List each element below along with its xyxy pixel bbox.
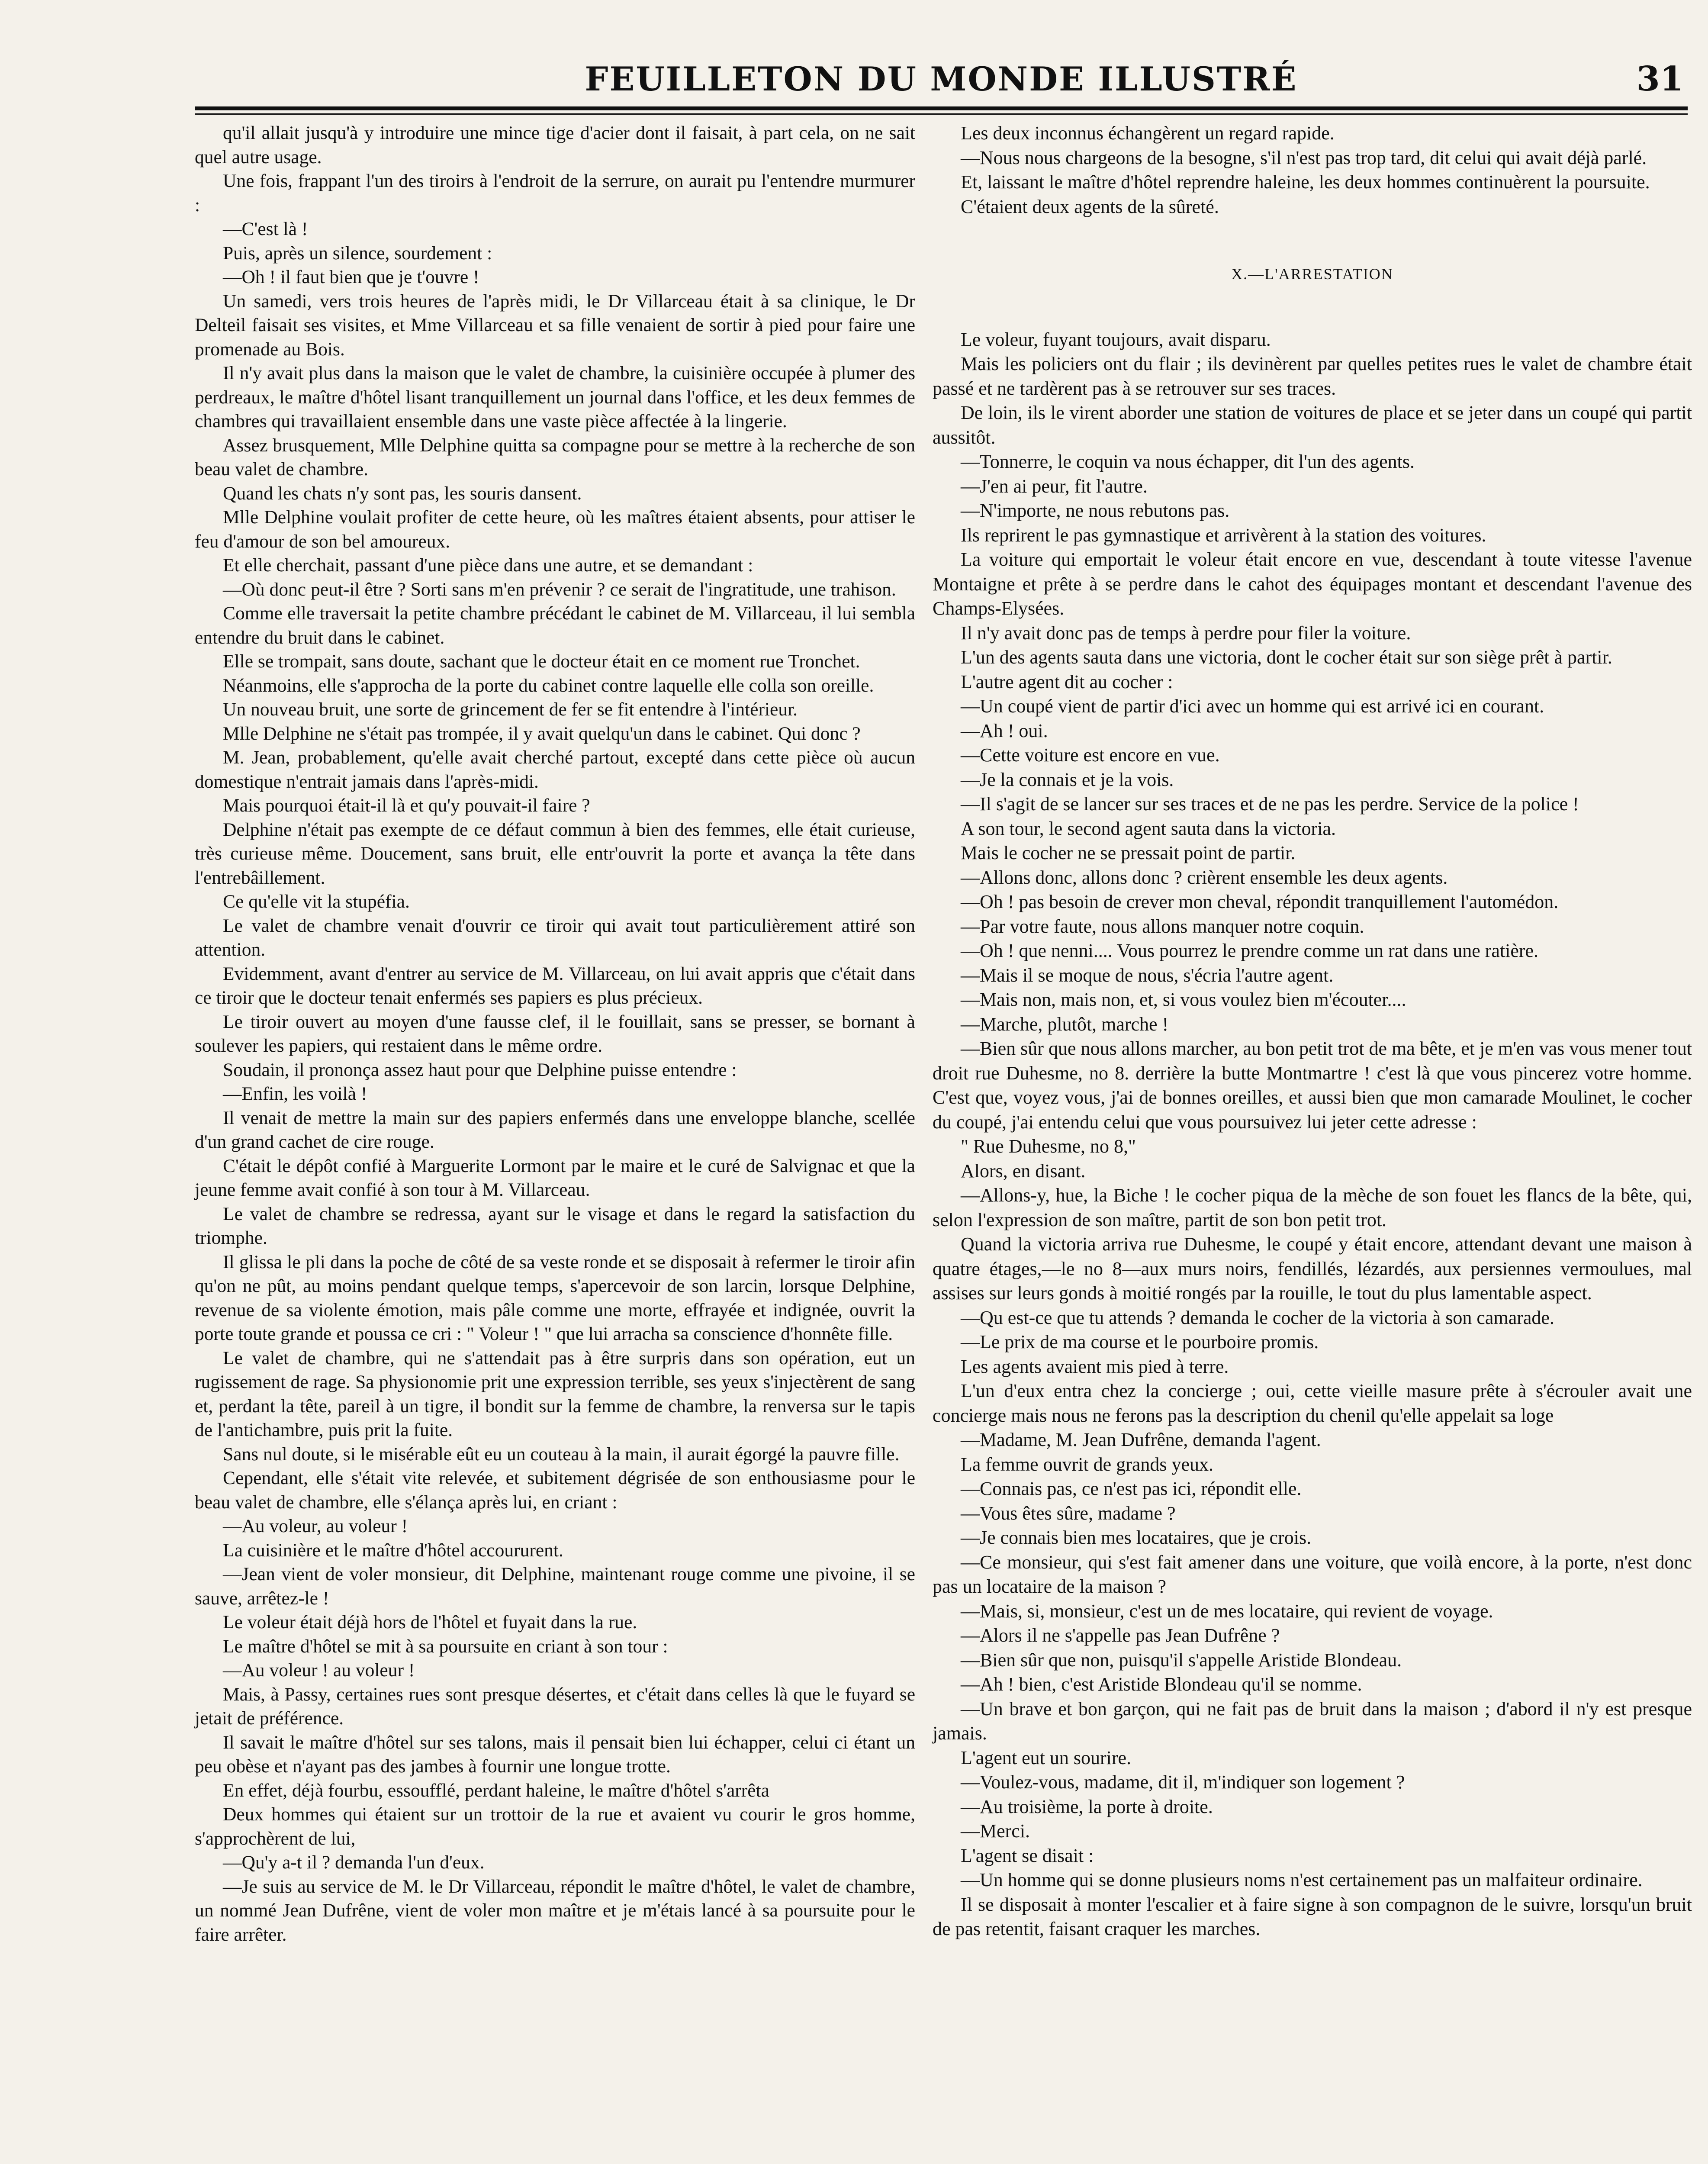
paragraph: Comme elle traversait la petite chambre précédant le cabinet de M. Villarceau, il lui sembla entendre du bruit dans le cabinet. <box>195 603 915 648</box>
paragraph: —Oh ! il faut bien que je t'ouvre ! <box>223 267 479 287</box>
paragraph: —Un coupé vient de partir d'ici avec un homme qui est arrivé ici en courant. <box>961 696 1544 717</box>
paragraph: —Vous êtes sûre, madame ? <box>961 1502 1176 1524</box>
paragraph: Les deux inconnus échangèrent un regard rapide. <box>961 122 1335 144</box>
right-column <box>933 121 1692 2164</box>
paragraph: —Nous nous chargeons de la besogne, s'il n'est pas trop tard, dit celui qui avait déjà parlé. <box>961 147 1647 168</box>
paragraph: —J'en ai peur, fit l'autre. <box>961 475 1148 497</box>
paragraph: Le valet de chambre venait d'ouvrir ce tiroir qui avait tout particulièrement attiré son attention. <box>195 915 915 960</box>
paragraph: Mlle Delphine ne s'était pas trompée, il y avait quelqu'un dans le cabinet. Qui donc ? <box>223 723 861 744</box>
paragraph: —Merci. <box>961 1820 1030 1842</box>
header-rule-thick <box>195 106 1688 110</box>
paragraph: Deux hommes qui étaient sur un trottoir de la rue et avaient vu courir le gros homme, s'approchèrent de lui, <box>195 1804 915 1849</box>
header-rule-thin <box>195 113 1688 115</box>
paragraph: —Oh ! que nenni.... Vous pourrez le prendre comme un rat dans une ratière. <box>961 940 1539 961</box>
paragraph: qu'il allait jusqu'à y introduire une mince tige d'acier dont il faisait, à part cela, on ne sait quel autre usage. <box>195 122 915 167</box>
paragraph: M. Jean, probablement, qu'elle avait cherché partout, excepté dans cette pièce où aucun domestique n'entrait jamais dans l'après-midi. <box>195 747 915 792</box>
paragraph: L'agent se disait : <box>961 1845 1094 1866</box>
paragraph: Le maître d'hôtel se mit à sa poursuite en criant à son tour : <box>223 1636 668 1657</box>
paragraph: Il venait de mettre la main sur des papiers enfermés dans une enveloppe blanche, scellée d'un grand cachet de cire rouge. <box>195 1107 915 1152</box>
paragraph: C'était le dépôt confié à Marguerite Lormont par le maire et le curé de Salvignac et que la jeune femme avait confié à son tour à M. Villarceau. <box>195 1155 915 1200</box>
section-heading: X.—L'ARRESTATION <box>1231 265 1393 283</box>
paragraph: Mais le cocher ne se pressait point de partir. <box>961 842 1296 863</box>
paragraph: Assez brusquement, Mlle Delphine quitta sa compagne pour se mettre à la recherche de son beau valet de chambre. <box>195 435 915 480</box>
left-column <box>195 121 915 2164</box>
paragraph: A son tour, le second agent sauta dans la victoria. <box>961 818 1336 839</box>
paragraph: —Allons donc, allons donc ? crièrent ensemble les deux agents. <box>961 866 1448 888</box>
paragraph: —Cette voiture est encore en vue. <box>961 744 1220 766</box>
paragraph: Cependant, elle s'était vite relevée, et subitement dégrisée de son enthousiasme pour le beau valet de chambre, elle s'élança après lui, en criant : <box>195 1468 915 1513</box>
paragraph: Il se disposait à monter l'escalier et à faire signe à son compagnon de le suivre, lorsqu'un bruit de pas retentit, faisant craquer les marches. <box>933 1894 1692 1939</box>
paragraph: —Tonnerre, le coquin va nous échapper, dit l'un des agents. <box>961 451 1415 472</box>
paragraph: Et, laissant le maître d'hôtel reprendre haleine, les deux hommes continuèrent la poursuite. <box>961 171 1650 193</box>
paragraph: Mais les policiers ont du flair ; ils devinèrent par quelles petites rues le valet de chambre était passé et ne tardèrent pas à se retrouver sur ses traces. <box>933 353 1692 399</box>
header-title: FEUILLETON DU MONDE ILLUSTRÉ <box>585 60 1298 98</box>
paragraph: —Mais, si, monsieur, c'est un de mes locataire, qui revient de voyage. <box>961 1600 1493 1622</box>
paragraph: Mais, à Passy, certaines rues sont presque désertes, et c'était dans celles là que le fuyard se jetait de préférence. <box>195 1684 915 1729</box>
paragraph: Le voleur, fuyant toujours, avait disparu. <box>961 328 1271 350</box>
paragraph: En effet, déjà fourbu, essoufflé, perdant haleine, le maître d'hôtel s'arrêta <box>223 1780 769 1801</box>
paragraph: Ils reprirent le pas gymnastique et arrivèrent à la station des voitures. <box>961 524 1486 546</box>
paragraph: Puis, après un silence, sourdement : <box>223 242 492 264</box>
paragraph: L'agent eut un sourire. <box>961 1747 1132 1768</box>
paragraph: La cuisinière et le maître d'hôtel accoururent. <box>223 1539 563 1561</box>
paragraph: Néanmoins, elle s'approcha de la porte du cabinet contre laquelle elle colla son oreille. <box>223 675 874 696</box>
paragraph: C'étaient deux agents de la sûreté. <box>961 196 1219 217</box>
paragraph: —Je la connais et je la vois. <box>961 769 1174 790</box>
paragraph: Il savait le maître d'hôtel sur ses talons, mais il pensait bien lui échapper, celui ci étant un peu obèse et n'ayant pas des jambes à fournir une longue trotte. <box>195 1732 915 1777</box>
paragraph: Elle se trompait, sans doute, sachant que le docteur était en ce moment rue Tronchet. <box>223 651 860 672</box>
paragraph: Alors, en disant. <box>961 1160 1086 1182</box>
paragraph: L'un des agents sauta dans une victoria, dont le cocher était sur son siège prêt à partir. <box>961 647 1612 668</box>
paragraph: L'un d'eux entra chez la concierge ; oui, cette vieille masure prête à s'écrouler avait une concierge mais nous ne ferons pas la description du chenil qu'elle appelait sa loge <box>933 1380 1692 1426</box>
paragraph: Le valet de chambre, qui ne s'attendait pas à être surpris dans son opération, eut un rugissement de rage. Sa physionomie prit une expression terrible, ses yeux s'injectèrent de sang et, perdant la tête, pareil à un tigre, il bondit sur la femme de chambre, la renversa sur le tapis de l'antichambre, puis prit la fuite. <box>195 1347 915 1440</box>
paragraph: L'autre agent dit au cocher : <box>961 671 1173 692</box>
paragraph: —Par votre faute, nous allons manquer notre coquin. <box>961 915 1364 937</box>
paragraph: Il glissa le pli dans la poche de côté de sa veste ronde et se disposait à refermer le tiroir afin qu'on ne pût, au moins pendant quelque temps, s'apercevoir de son larcin, lorsque Delphine, revenue de sa violente émotion, mais pâle comme une morte, effrayée et indignée, ouvrit la porte toute grande et poussa ce cri : " Voleur ! " que lui arracha sa conscience d'honnête fille. <box>195 1251 915 1344</box>
paragraph: —Madame, M. Jean Dufrêne, demanda l'agent. <box>961 1429 1321 1450</box>
paragraph: La femme ouvrit de grands yeux. <box>961 1453 1214 1475</box>
paragraph: —Jean vient de voler monsieur, dit Delphine, maintenant rouge comme une pivoine, il se sauve, arrêtez-le ! <box>195 1564 915 1609</box>
paragraph: Soudain, il prononça assez haut pour que Delphine puisse entendre : <box>223 1059 737 1080</box>
paragraph: —Le prix de ma course et le pourboire promis. <box>961 1331 1319 1352</box>
paragraph: —Connais pas, ce n'est pas ici, répondit elle. <box>961 1478 1302 1499</box>
paragraph: Il n'y avait donc pas de temps à perdre pour filer la voiture. <box>961 622 1411 644</box>
page-number: 31 <box>1636 59 1683 99</box>
paragraph: —Mais il se moque de nous, s'écria l'autre agent. <box>961 964 1334 986</box>
paragraph: Il n'y avait plus dans la maison que le valet de chambre, la cuisinière occupée à plumer des perdreaux, le maître d'hôtel lisant tranquillement un journal dans l'office, et les deux femmes de chambres qui travaillaient ensemble dans une vaste pièce affectée à la lingerie. <box>195 363 915 432</box>
paragraph: Delphine n'était pas exempte de ce défaut commun à bien des femmes, elle était curieuse, très curieuse même. Doucement, sans bruit, elle entr'ouvrit la porte et avança la tête dans l'entrebâillement. <box>195 819 915 888</box>
paragraph: —Oh ! pas besoin de crever mon cheval, répondit tranquillement l'automédon. <box>961 891 1559 912</box>
right-column-body <box>933 328 1692 1942</box>
paragraph: —Je suis au service de M. le Dr Villarceau, répondit le maître d'hôtel, le valet de chambre, un nommé Jean Dufrêne, vient de voler mon maître et je m'étais lancé à sa poursuite pour le faire arrêter. <box>195 1876 915 1945</box>
paragraph: —Marche, plutôt, marche ! <box>961 1013 1169 1035</box>
paragraph: Quand les chats n'y sont pas, les souris dansent. <box>223 483 582 504</box>
paragraph: —Au voleur, au voleur ! <box>223 1516 408 1536</box>
paragraph: —Alors il ne s'appelle pas Jean Dufrêne ? <box>961 1625 1280 1646</box>
paragraph: Une fois, frappant l'un des tiroirs à l'endroit de la serrure, on aurait pu l'entendre murmurer : <box>195 171 915 216</box>
paragraph: Un nouveau bruit, une sorte de grincement de fer se fit entendre à l'intérieur. <box>223 699 798 720</box>
paragraph: —Un homme qui se donne plusieurs noms n'est certainement pas un malfaiteur ordinaire. <box>961 1869 1643 1890</box>
paragraph: —Où donc peut-il être ? Sorti sans m'en prévenir ? ce serait de l'ingratitude, une trahison. <box>223 579 896 600</box>
paragraph: Mlle Delphine voulait profiter de cette heure, où les maîtres étaient absents, pour attiser le feu d'amour de son bel amoureux. <box>195 507 915 552</box>
paragraph: —Il s'agit de se lancer sur ses traces et de ne pas les perdre. Service de la police ! <box>961 793 1579 815</box>
paragraph: Le tiroir ouvert au moyen d'une fausse clef, il le fouillait, sans se presser, se bornant à soulever les papiers, qui restaient dans le même ordre. <box>195 1011 915 1056</box>
paragraph: —Qu'y a-t il ? demanda l'un d'eux. <box>223 1852 485 1873</box>
page-header <box>195 60 1688 107</box>
paragraph: —N'importe, ne nous rebutons pas. <box>961 500 1230 521</box>
paragraph: —Enfin, les voilà ! <box>223 1083 367 1104</box>
paragraph: " Rue Duhesme, no 8," <box>961 1136 1136 1157</box>
paragraph: —C'est là ! <box>223 219 308 239</box>
paragraph: —Ah ! bien, c'est Aristide Blondeau qu'il se nomme. <box>961 1674 1362 1695</box>
paragraph: Ce qu'elle vit la stupéfia. <box>223 891 410 912</box>
paragraph: —Bien sûr que nous allons marcher, au bon petit trot de ma bête, et je m'en vas vous mener tout droit rue Duhesme, no 8. derrière la butte Montmartre ! c'est là que vous pincerez votre homme. C'est que, voyez vous, j'ai de bonnes oreilles, et aussi bien que mon camarade Moulinet, le cocher du coupé, j'ai entendu celui que vous poursuivez lui jeter cette adresse : <box>933 1038 1692 1133</box>
paragraph: Quand la victoria arriva rue Duhesme, le coupé y était encore, attendant devant une maison à quatre étages,—le no 8—aux murs noirs, fendillés, lézardés, aux persiennes vermoulues, mal assises sur leurs gonds à moitié rongés par la rouille, le tout du plus lamentable aspect. <box>933 1233 1692 1304</box>
paragraph: Le voleur était déjà hors de l'hôtel et fuyait dans la rue. <box>223 1612 637 1633</box>
paragraph: —Mais non, mais non, et, si vous voulez bien m'écouter.... <box>961 989 1406 1010</box>
paragraph: —Voulez-vous, madame, dit il, m'indiquer son logement ? <box>961 1771 1405 1793</box>
paragraph: Evidemment, avant d'entrer au service de M. Villarceau, on lui avait appris que c'était dans ce tiroir que le docteur tenait enfermés ses papiers es plus précieux. <box>195 963 915 1008</box>
paragraph: —Au troisième, la porte à droite. <box>961 1796 1213 1817</box>
paragraph: Le valet de chambre se redressa, ayant sur le visage et dans le regard la satisfaction du triomphe. <box>195 1203 915 1248</box>
paragraph: —Je connais bien mes locataires, que je crois. <box>961 1527 1312 1548</box>
paragraph: —Au voleur ! au voleur ! <box>223 1660 415 1681</box>
paragraph: —Ce monsieur, qui s'est fait amener dans une voiture, que voilà encore, à la porte, n'est donc pas un locataire de la maison ? <box>933 1551 1692 1597</box>
paragraph: —Bien sûr que non, puisqu'il s'appelle Aristide Blondeau. <box>961 1649 1402 1671</box>
paragraph: Un samedi, vers trois heures de l'après midi, le Dr Villarceau était à sa clinique, le Dr Delteil faisait ses visites, et Mme Villarceau et sa fille venaient de sortir à pied pour faire une promenade au Bois. <box>195 290 915 360</box>
paragraph: Mais pourquoi était-il là et qu'y pouvait-il faire ? <box>223 795 590 816</box>
paragraph: Les agents avaient mis pied à terre. <box>961 1356 1229 1377</box>
paragraph: Sans nul doute, si le misérable eût eu un couteau à la main, il aurait égorgé la pauvre fille. <box>223 1443 900 1465</box>
paragraph: —Un brave et bon garçon, qui ne fait pas de bruit dans la maison ; d'abord il n'y est presque jamais. <box>933 1698 1692 1744</box>
paragraph: De loin, ils le virent aborder une station de voitures de place et se jeter dans un coupé qui partit aussitôt. <box>933 402 1692 448</box>
paragraph: Et elle cherchait, passant d'une pièce dans une autre, et se demandant : <box>223 555 753 576</box>
paragraph: La voiture qui emportait le voleur était encore en vue, descendant à toute vitesse l'avenue Montaigne et prête à se perdre dans le cahot des équipages montant et descendant l'avenue des Champs-Elysées. <box>933 549 1692 619</box>
paragraph: —Qu est-ce que tu attends ? demanda le cocher de la victoria à son camarade. <box>961 1307 1554 1328</box>
paragraph: —Allons-y, hue, la Biche ! le cocher piqua de la mèche de son fouet les flancs de la bête, qui, selon l'expression de son maître, partit de son bon petit trot. <box>933 1185 1692 1230</box>
paragraph: —Ah ! oui. <box>961 720 1048 741</box>
right-column-intro <box>933 121 1692 219</box>
